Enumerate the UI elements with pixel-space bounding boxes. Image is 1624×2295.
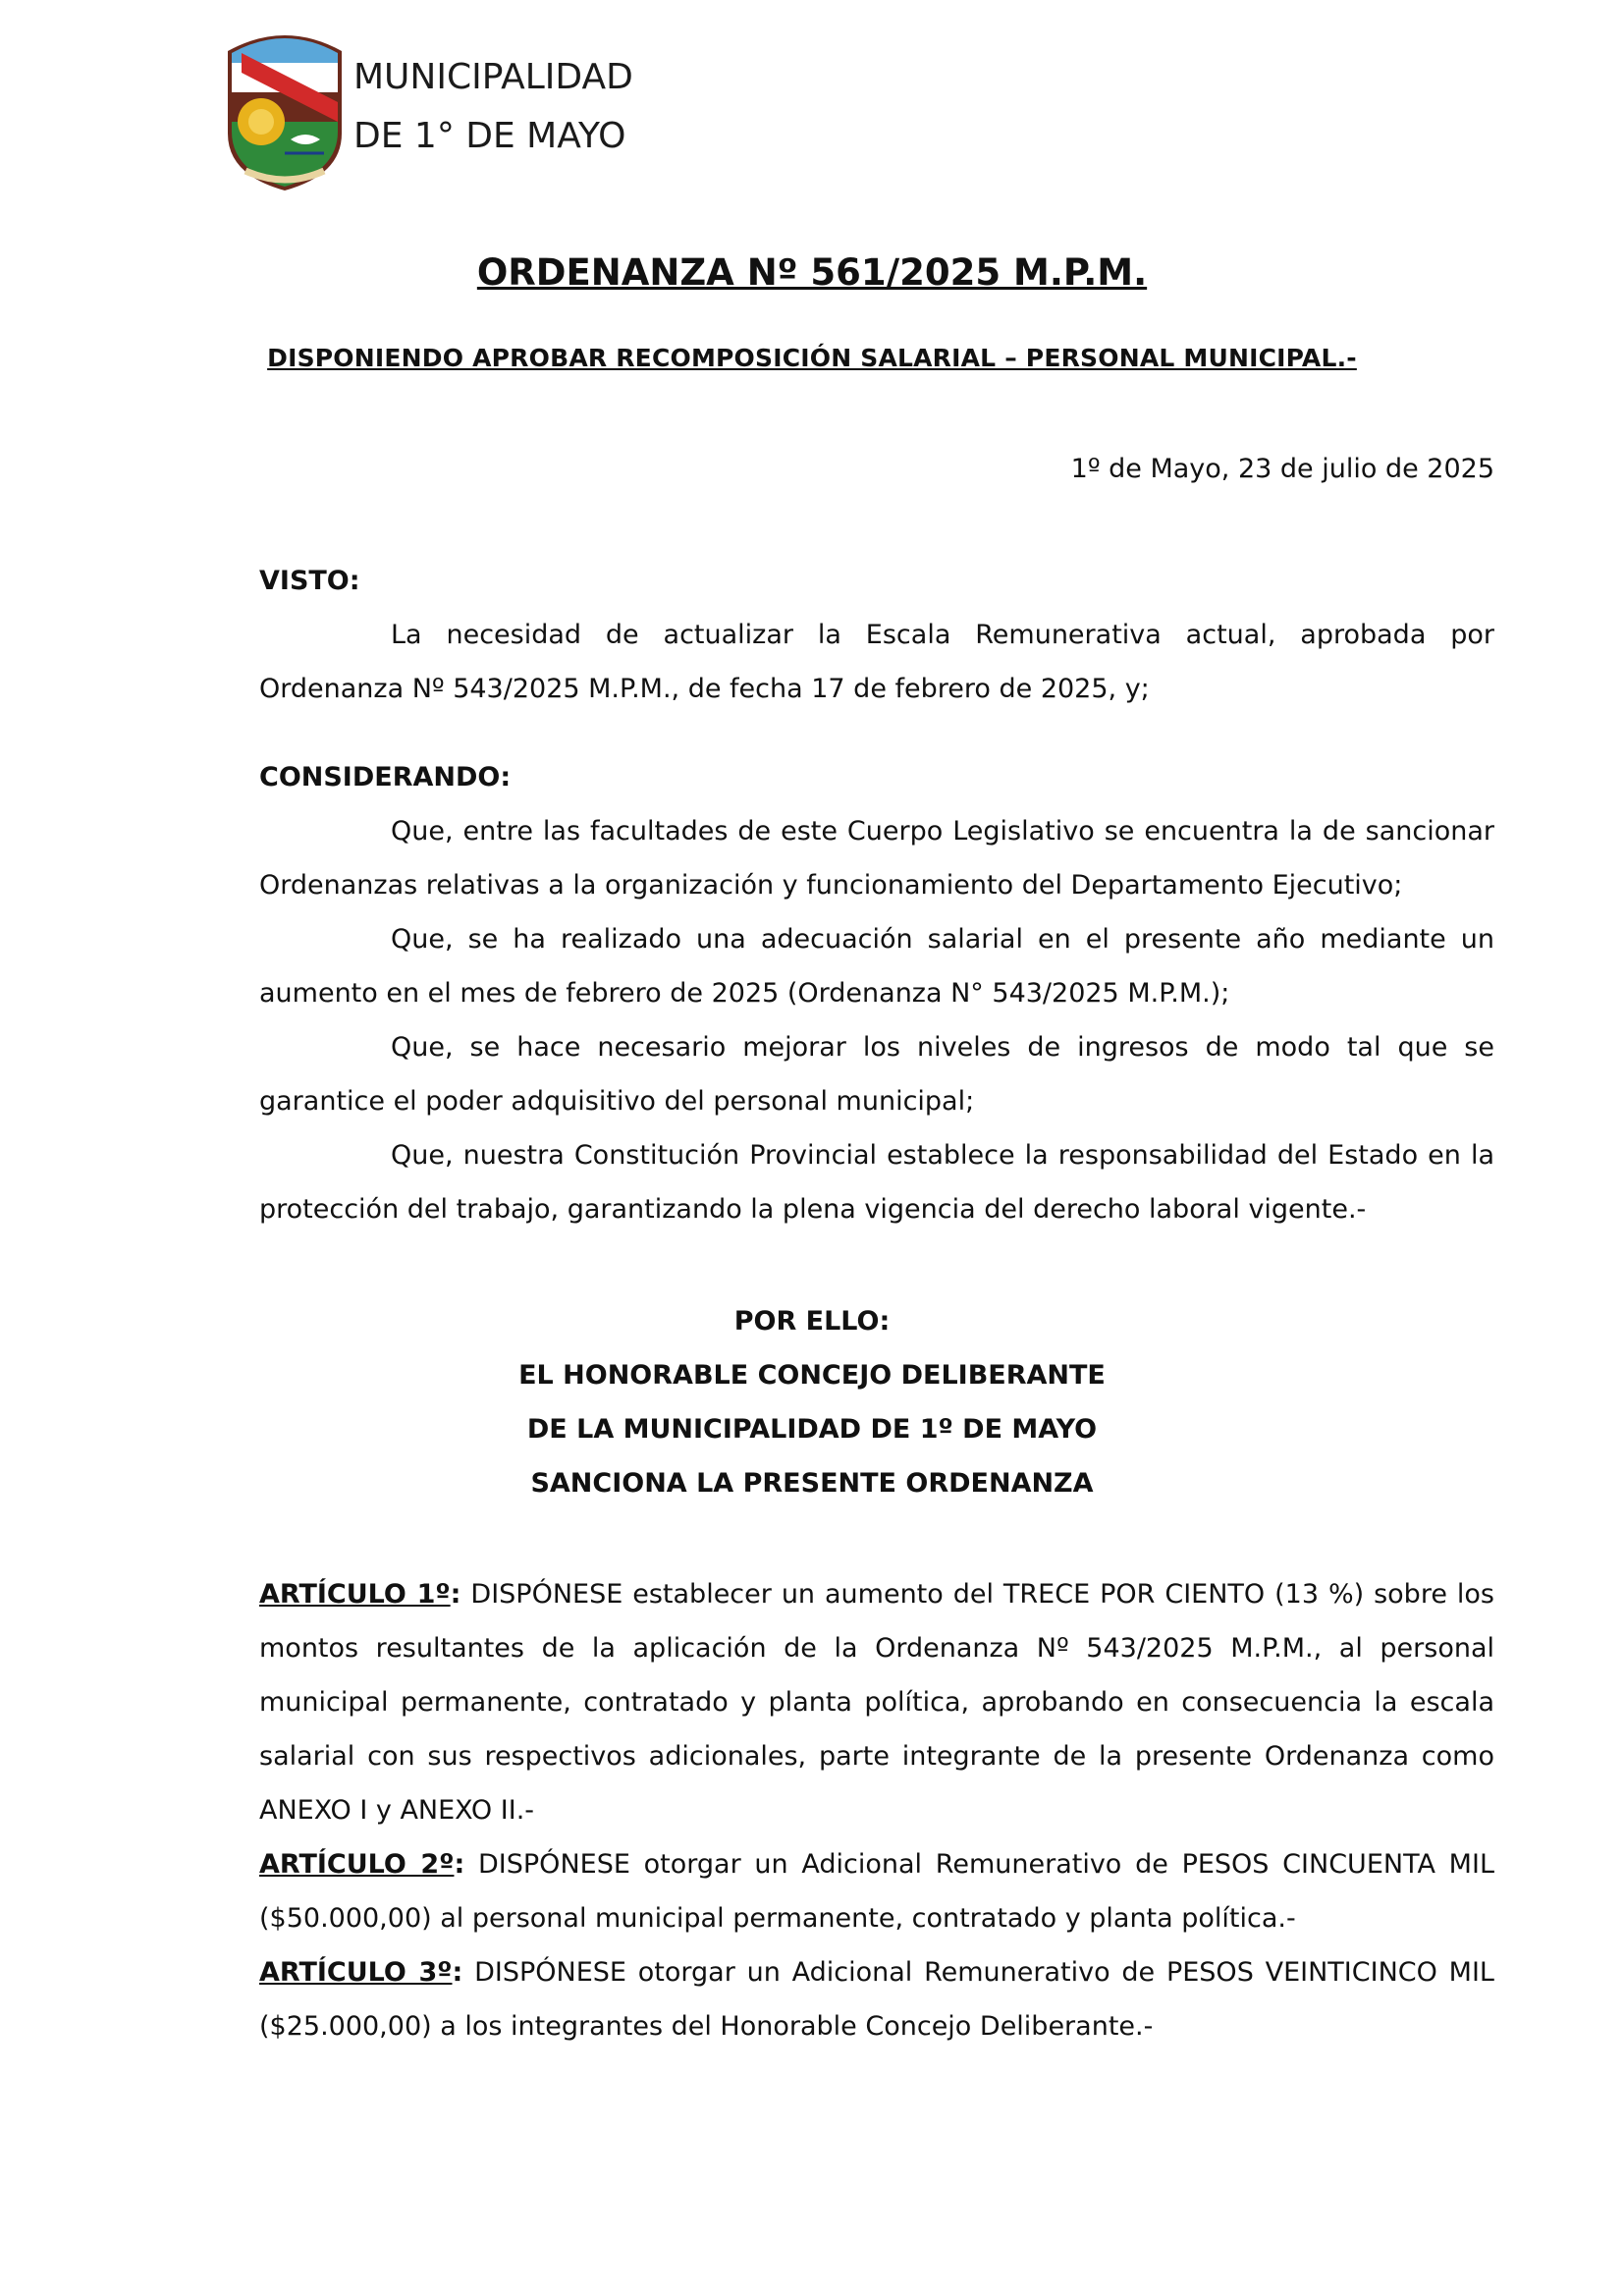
municipality-line-2: DE 1° DE MAYO: [353, 116, 626, 156]
municipality-line-1: MUNICIPALIDAD: [353, 57, 633, 97]
por-ello-section: [0, 1294, 1624, 1510]
articles-section: [259, 1567, 1494, 2053]
considerando-paragraph: Que, entre las facultades de este Cuerpo Legislativo se encuentra la de sancionar Ordenanzas relativas a la organización y funcionamiento del Departamento Ejecutivo;: [259, 816, 1494, 901]
visto-text: La necesidad de actualizar la Escala Remunerativa actual, aprobada por Ordenanza Nº 543/2025 M.P.M., de fecha 17 de febrero de 2025, y;: [259, 620, 1494, 704]
visto-section: [259, 554, 1494, 716]
article-1-text: DISPÓNESE establecer un aumento del TRECE POR CIENTO (13 %) sobre los montos resultantes de la aplicación de la Ordenanza Nº 543/2025 M.P.M., al personal municipal permanente, contratado y planta política, aprobando en consecuencia la escala salarial con sus respectivos adicionales, parte integrante de la presente Ordenanza como ANEXO I y ANEXO II.-: [259, 1579, 1494, 1826]
visto-heading: VISTO:: [259, 566, 360, 596]
municipality-name: [353, 48, 633, 166]
por-ello-line: POR ELLO:: [733, 1306, 891, 1337]
considerando-paragraph: Que, se hace necesario mejorar los niveles de ingresos de modo tal que se garantice el poder adquisitivo del personal municipal;: [259, 1032, 1494, 1117]
letterhead: [222, 24, 633, 191]
considerando-paragraph: Que, nuestra Constitución Provincial establece la responsabilidad del Estado en la protección del trabajo, garantizando la plena vigencia del derecho laboral vigente.-: [259, 1140, 1494, 1225]
article-1-label: ARTÍCULO 1º: [259, 1579, 451, 1610]
article-1: ARTÍCULO 1º: DISPÓNESE establecer un aumento del TRECE POR CIENTO (13 %) sobre los montos resultantes de la aplicación de la Ordenanza Nº 543/2025 M.P.M., al personal municipal permanente, contratado y planta política, aprobando en consecuencia la escala salarial con sus respectivos adicionales, parte integrante de la presente Ordenanza como ANEXO I y ANEXO II.-: [259, 1579, 1494, 1826]
article-3-text: DISPÓNESE otorgar un Adicional Remunerativo de PESOS VEINTICINCO MIL ($25.000,00) a los integrantes del Honorable Concejo Deliberante.-: [259, 1957, 1494, 2042]
article-3-label: ARTÍCULO 3º: [259, 1957, 453, 1988]
por-ello-line: DE LA MUNICIPALIDAD DE 1º DE MAYO: [526, 1414, 1098, 1445]
por-ello-line: SANCIONA LA PRESENTE ORDENANZA: [530, 1468, 1094, 1499]
municipal-seal-logo: [222, 24, 348, 191]
ordinance-subtitle: DISPONIENDO APROBAR RECOMPOSICIÓN SALARIAL – PERSONAL MUNICIPAL.-: [267, 344, 1357, 372]
article-2-text: DISPÓNESE otorgar un Adicional Remunerativo de PESOS CINCUENTA MIL ($50.000,00) al personal municipal permanente, contratado y planta política.-: [259, 1849, 1494, 1934]
considerando-paragraph: Que, se ha realizado una adecuación salarial en el presente año mediante un aumento en el mes de febrero de 2025 (Ordenanza N° 543/2025 M.P.M.);: [259, 924, 1494, 1009]
article-2-label: ARTÍCULO 2º: [259, 1849, 455, 1880]
considerando-section: [259, 750, 1494, 1236]
ordinance-title: ORDENANZA Nº 561/2025 M.P.M.: [476, 251, 1148, 294]
por-ello-line: EL HONORABLE CONCEJO DELIBERANTE: [518, 1360, 1106, 1391]
considerando-heading: CONSIDERANDO:: [259, 762, 512, 792]
document-date: 1º de Mayo, 23 de julio de 2025: [1070, 454, 1494, 484]
article-3: ARTÍCULO 3º: DISPÓNESE otorgar un Adicional Remunerativo de PESOS VEINTICINCO MIL ($25.000,00) a los integrantes del Honorable Concejo Deliberante.-: [259, 1957, 1494, 2042]
article-2: ARTÍCULO 2º: DISPÓNESE otorgar un Adicional Remunerativo de PESOS CINCUENTA MIL ($50.000,00) al personal municipal permanente, contratado y planta política.-: [259, 1849, 1494, 1934]
